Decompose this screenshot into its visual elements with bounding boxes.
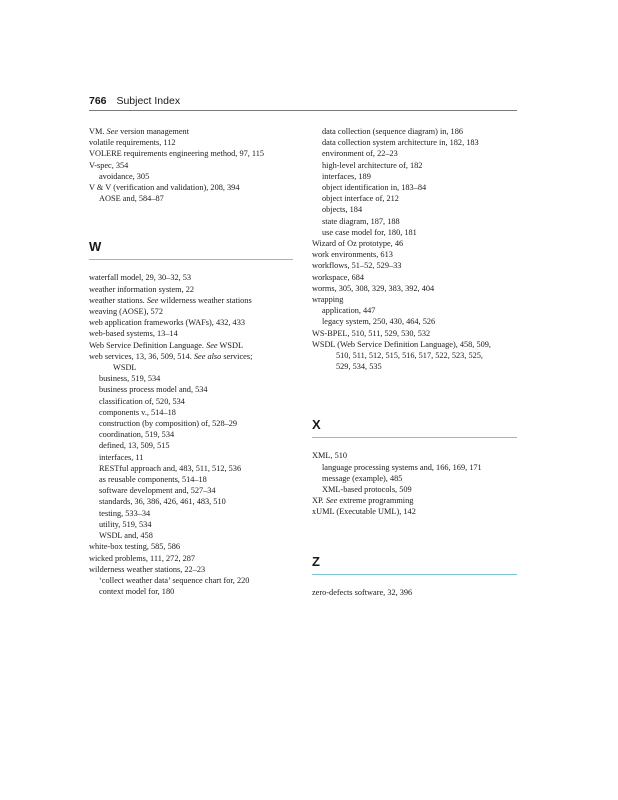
entry-text: avoidance, 305 — [99, 171, 150, 181]
index-subentry — [89, 452, 304, 463]
entry-text: business, 519, 534 — [99, 374, 161, 384]
entry-text: coordination, 519, 534 — [99, 430, 175, 440]
index-entry — [89, 272, 304, 283]
entry-text: white-box testing, 585, 586 — [89, 542, 181, 552]
index-entry — [89, 317, 304, 328]
index-subentry — [89, 171, 304, 182]
index-entry — [89, 564, 304, 575]
entry-text: workflows, 51–52, 529–33 — [312, 261, 402, 271]
index-entry — [312, 450, 527, 461]
cross-reference-target: extreme programming — [337, 496, 414, 506]
cross-reference-marker: See — [325, 496, 338, 506]
entry-text: web application frameworks (WAFs), 432, 433 — [89, 318, 245, 328]
index-entry — [89, 340, 304, 351]
entry-text: standards, 36, 386, 426, 461, 483, 510 — [99, 497, 226, 507]
entries-w — [89, 272, 304, 597]
index-entry — [312, 260, 527, 271]
entries-continued-v — [89, 126, 304, 204]
header-title: Subject Index — [116, 95, 181, 107]
index-entry — [89, 295, 304, 306]
index-subentry — [312, 171, 527, 182]
index-subentry — [312, 148, 527, 159]
entry-text: data collection system architecture in, 182, 183 — [322, 138, 479, 148]
entry-text: environment of, 22–23 — [322, 149, 398, 159]
cross-reference-marker: See — [106, 127, 119, 136]
index-subentry — [89, 440, 304, 451]
index-subentry — [312, 160, 527, 171]
entry-text: 510, 511, 512, 515, 516, 517, 522, 523, 525, — [336, 351, 483, 361]
index-entry — [89, 182, 304, 193]
index-entry — [312, 294, 527, 305]
index-subentry — [312, 126, 527, 137]
entry-text: Web Service Definition Language. — [89, 340, 207, 350]
entry-text: weaving (AOSE), 572 — [89, 307, 163, 317]
entry-text: VOLERE requirements engineering method, 97, 115 — [89, 149, 265, 159]
cross-reference-target: version management — [118, 127, 190, 136]
index-subentry — [89, 418, 304, 429]
entry-text: object identification in, 183–84 — [322, 183, 427, 193]
entry-text: testing, 533–34 — [99, 508, 151, 518]
left-column — [89, 126, 304, 597]
index-entry — [89, 351, 304, 362]
entry-text: components v., 514–18 — [99, 407, 176, 417]
index-subentry — [89, 384, 304, 395]
index-entry — [312, 283, 527, 294]
entry-text: classification of, 520, 534 — [99, 396, 185, 406]
index-subentry — [312, 305, 527, 316]
index-entry — [312, 587, 527, 598]
entry-text: objects, 184 — [322, 205, 363, 215]
index-subentry — [89, 396, 304, 407]
entry-text: state diagram, 187, 188 — [322, 216, 400, 226]
letter-heading-w: W — [89, 239, 102, 255]
entry-text: zero-defects software, 32, 396 — [312, 587, 413, 597]
index-subentry — [89, 193, 304, 204]
entry-text: workspace, 684 — [312, 272, 365, 282]
entry-text: WSDL and, 458 — [99, 531, 153, 541]
index-entry — [312, 272, 527, 283]
entries-z — [312, 587, 527, 598]
entry-text: object interface of, 212 — [322, 194, 399, 204]
entry-text: wrapping — [312, 295, 344, 305]
index-subentry — [89, 508, 304, 519]
entry-text: XML-based protocols, 509 — [322, 485, 412, 495]
entry-text: V-spec, 354 — [89, 160, 129, 170]
index-entry — [89, 328, 304, 339]
cross-reference-target: wilderness weather stations — [158, 295, 252, 305]
page-number: 766 — [89, 95, 107, 107]
letter-heading-x: X — [312, 417, 321, 433]
index-entry — [312, 238, 527, 249]
index-subentry — [89, 586, 304, 597]
index-entry — [89, 160, 304, 171]
index-subentry — [89, 575, 304, 586]
header-rule — [89, 110, 517, 111]
entry-text: XP. — [312, 496, 326, 506]
index-subentry — [312, 204, 527, 215]
entry-text: interfaces, 11 — [99, 452, 144, 462]
entry-text: weather information system, 22 — [89, 284, 195, 294]
entry-text: wicked problems, 111, 272, 287 — [89, 553, 196, 563]
entry-text: application, 447 — [322, 306, 376, 316]
entries-continued-w — [312, 126, 527, 372]
index-subentry — [89, 407, 304, 418]
index-subentry — [312, 193, 527, 204]
entry-text: wilderness weather stations, 22–23 — [89, 564, 206, 574]
index-entry — [312, 249, 527, 260]
entry-text: WS-BPEL, 510, 511, 529, 530, 532 — [312, 328, 431, 338]
index-entry — [89, 553, 304, 564]
cross-reference-target: services; — [221, 351, 253, 361]
entry-text: worms, 305, 308, 329, 383, 392, 404 — [312, 283, 435, 293]
index-entry-continuation — [312, 361, 527, 372]
entry-text: web-based systems, 13–14 — [89, 329, 178, 339]
index-subentry — [312, 227, 527, 238]
letter-rule-w — [89, 259, 293, 260]
entry-text: software development and, 527–34 — [99, 486, 216, 496]
index-subentry — [312, 137, 527, 148]
entry-text: interfaces, 189 — [322, 171, 371, 181]
entry-text: xUML (Executable UML), 142 — [312, 507, 416, 517]
right-column — [312, 126, 527, 598]
entry-text: utility, 519, 534 — [99, 519, 152, 529]
entry-text: VM. — [89, 127, 107, 136]
index-subentry — [89, 429, 304, 440]
entry-text: ‘collect weather data’ sequence chart for, 220 — [99, 575, 250, 585]
entry-text: language processing systems and, 166, 169, 171 — [322, 462, 482, 472]
cross-reference-marker: See — [146, 295, 159, 305]
index-subentry — [89, 519, 304, 530]
entry-text: work environments, 613 — [312, 250, 393, 260]
entry-text: construction (by composition) of, 528–29 — [99, 419, 238, 429]
letter-rule-z — [312, 574, 517, 575]
index-entry — [312, 339, 527, 350]
entry-text: RESTful approach and, 483, 511, 512, 536 — [99, 463, 242, 473]
index-entry — [312, 495, 527, 506]
index-entry — [89, 541, 304, 552]
index-subentry — [89, 485, 304, 496]
entry-text: 529, 534, 535 — [336, 362, 382, 372]
index-entry — [89, 306, 304, 317]
running-header — [89, 95, 517, 107]
entry-text: Wizard of Oz prototype, 46 — [312, 239, 404, 249]
entry-text: AOSE and, 584–87 — [99, 194, 164, 204]
entries-x — [312, 450, 527, 517]
index-entry — [89, 284, 304, 295]
index-subentry — [89, 474, 304, 485]
index-subentry — [89, 530, 304, 541]
letter-rule-x — [312, 437, 517, 438]
index-entry — [89, 126, 304, 137]
entry-text: XML, 510 — [312, 451, 348, 461]
cross-reference-target: WSDL — [217, 340, 244, 350]
entry-text: WSDL (Web Service Definition Language), 458, 509, — [312, 339, 491, 349]
entry-text: high-level architecture of, 182 — [322, 160, 423, 170]
index-subentry — [312, 182, 527, 193]
index-entry-continuation — [89, 362, 304, 373]
index-subentry — [89, 496, 304, 507]
index-entry — [312, 506, 527, 517]
index-subentry — [312, 462, 527, 473]
index-subentry — [89, 373, 304, 384]
cross-reference-marker: See — [206, 340, 218, 350]
index-subentry — [312, 484, 527, 495]
entry-text: V & V (verification and validation), 208, 394 — [89, 183, 240, 193]
entry-text: data collection (sequence diagram) in, 186 — [322, 127, 463, 136]
entry-text: waterfall model, 29, 30–32, 53 — [89, 273, 192, 283]
entry-text: legacy system, 250, 430, 464, 526 — [322, 317, 436, 327]
entry-text: defined, 13, 509, 515 — [99, 441, 170, 451]
letter-heading-z: Z — [312, 553, 320, 569]
entry-text: WSDL — [113, 363, 137, 373]
cross-reference-marker: See also — [193, 351, 222, 361]
entry-text: weather stations. — [89, 295, 147, 305]
entry-text: volatile requirements, 112 — [89, 138, 176, 148]
index-entry — [312, 328, 527, 339]
entry-text: use case model for, 180, 181 — [322, 227, 417, 237]
index-subentry — [89, 463, 304, 474]
index-subentry — [312, 316, 527, 327]
entry-text: business process model and, 534 — [99, 385, 208, 395]
entry-text: context model for, 180 — [99, 587, 175, 597]
index-subentry — [312, 473, 527, 484]
entry-text: message (example), 485 — [322, 473, 403, 483]
index-subentry — [312, 216, 527, 227]
index-entry — [89, 148, 304, 159]
entry-text: web services, 13, 36, 509, 514. — [89, 351, 194, 361]
entry-text: as reusable components, 514–18 — [99, 475, 207, 485]
index-entry — [89, 137, 304, 148]
index-entry-continuation — [312, 350, 527, 361]
